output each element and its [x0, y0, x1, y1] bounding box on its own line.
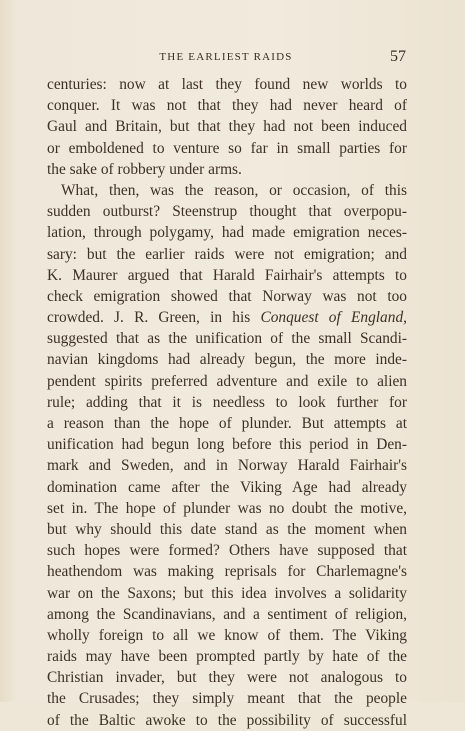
- text-line: rule; adding that it is needless to look further for: [47, 393, 407, 411]
- text-line: set in. The hope of plunder was no doubt the motive,: [47, 499, 407, 517]
- text-line: crowded. J. R. Green, in his Conquest of England,: [47, 309, 407, 327]
- text-line: K. Maurer argued that Harald Fairhair's attempts to: [47, 266, 407, 284]
- text-line: suggested that as the unification of the small Scandi-: [47, 330, 407, 348]
- running-head: THE EARLIEST RAIDS: [159, 51, 293, 63]
- text-line: sary: but the earlier raids were not emigration; and: [47, 245, 407, 263]
- text-line: lation, through polygamy, had made emigration neces-: [47, 224, 407, 242]
- text-line: Gaul and Britain, but that they had not been induced: [47, 118, 407, 136]
- text-line: Christian invader, but they were not analogous to: [47, 669, 407, 687]
- text-line: but why should this date stand as the moment when: [47, 520, 407, 538]
- text-line: or emboldened to venture so far in small parties for: [47, 139, 407, 157]
- text-line: wholly foreign to all we know of them. The Viking: [47, 626, 407, 644]
- text-line: check emigration showed that Norway was not too: [47, 287, 407, 305]
- text-line: pendent spirits preferred adventure and exile to alien: [47, 372, 407, 390]
- page-header: [46, 48, 406, 68]
- text-line: What, then, was the reason, or occasion, of this: [61, 181, 407, 199]
- text-line: conquer. It was not that they had never heard of: [47, 97, 407, 115]
- text-line: the Crusades; they simply meant that the people: [47, 690, 407, 708]
- text-line: war on the Saxons; but this idea involves a solidarity: [47, 584, 407, 602]
- text-line: mark and Sweden, and in Norway Harald Fairhair's: [47, 457, 407, 475]
- text-line: domination came after the Viking Age had already: [47, 478, 407, 496]
- page-number: 57: [390, 48, 406, 65]
- text-line: of the Baltic awoke to the possibility of successful: [47, 711, 407, 729]
- text-line: among the Scandinavians, and a sentiment of religion,: [47, 605, 407, 623]
- text-line: heathendom was making reprisals for Charlemagne's: [47, 563, 407, 581]
- text-line: the sake of robbery under arms.: [47, 160, 242, 178]
- text-line: centuries: now at last they found new worlds to: [47, 76, 407, 93]
- text-line: navian kingdoms had already begun, the more inde-: [47, 351, 407, 369]
- text-line: unification had begun long before this period in Den-: [47, 436, 407, 454]
- text-line: raids may have been prompted partly by hate of the: [47, 648, 407, 666]
- body-text: [47, 74, 407, 731]
- text-line: sudden outburst? Steenstrup thought that overpopu-: [47, 203, 407, 221]
- text-line: a reason than the hope of plunder. But attempts at: [47, 415, 407, 432]
- text-line: such hopes were formed? Others have supposed that: [47, 542, 407, 560]
- book-title: Conquest of England: [260, 309, 404, 327]
